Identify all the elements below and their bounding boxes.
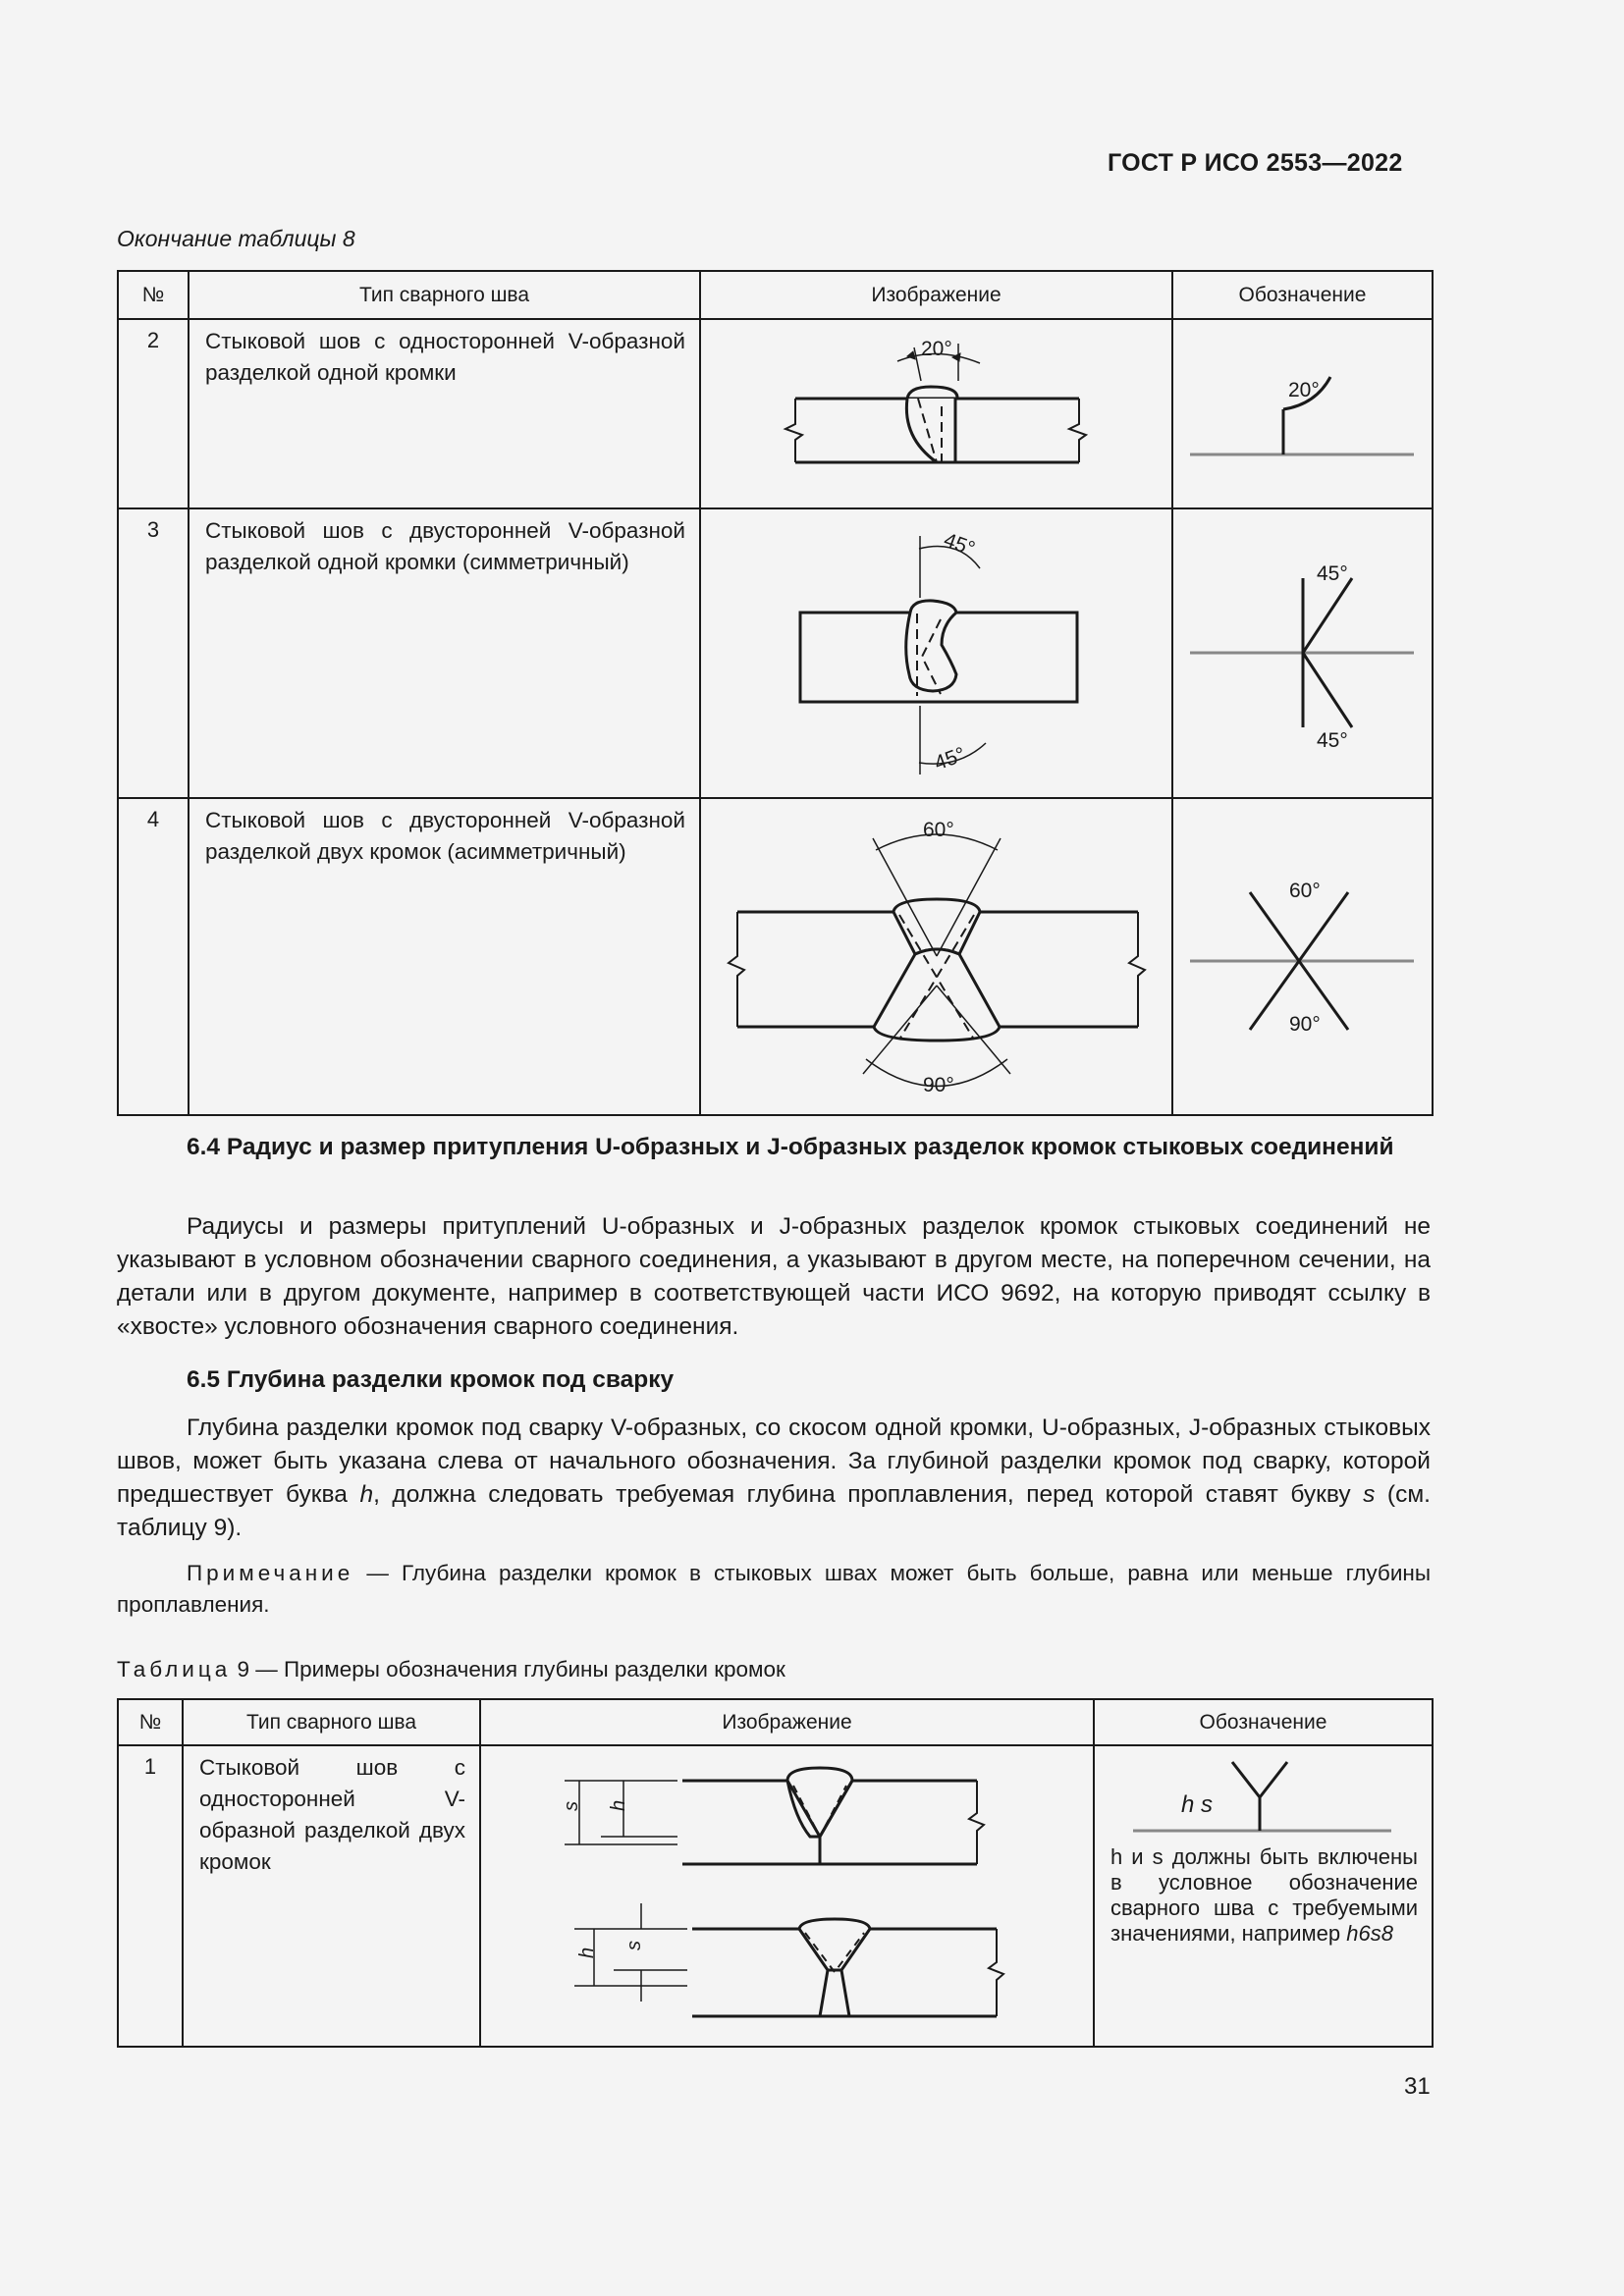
double-v-symbol bbox=[1173, 799, 1434, 1114]
letter-s: s bbox=[1363, 1481, 1376, 1508]
col-symbol-header: Обозначение bbox=[1094, 1699, 1433, 1745]
symbol-note: h и s должны быть включены в условное обозначение сварного шва с требуемыми значениями, например h6s8 bbox=[1110, 1844, 1418, 1946]
angle-label-top: 60° bbox=[923, 819, 954, 841]
symbol-angle-label: 20° bbox=[1288, 379, 1320, 401]
table-row bbox=[118, 508, 1433, 798]
section-6-5-text: Глубина разделки кромок под сварку V-образных, со скосом одной кромки, U-образных, J-образных стыковых швов, может быть указана слева от начального обозначения. За глубиной разделки кромок под сварку, которой предшествует буква h, должна следовать требуемая глубина проплавления, перед которой ставят букву s (см. таблицу 9). bbox=[117, 1415, 1431, 1541]
row-number: 1 bbox=[118, 1745, 183, 2047]
weld-depth-drawing bbox=[481, 1746, 1095, 2046]
note bbox=[117, 1558, 1431, 1621]
table-8 bbox=[117, 270, 1434, 1116]
weld-drawing-single-bevel bbox=[701, 320, 1173, 507]
col-image-header: Изображение bbox=[700, 271, 1172, 319]
letter-h: h bbox=[359, 1481, 374, 1508]
bevel-symbol bbox=[1173, 320, 1434, 507]
table-9 bbox=[117, 1698, 1434, 2048]
weld-symbol bbox=[1094, 1745, 1433, 2047]
col-type-header: Тип сварного шва bbox=[183, 1699, 480, 1745]
col-num-header: № bbox=[118, 271, 189, 319]
weld-type: Стыковой шов с двусторонней V-образной разделкой двух кромок (асимметричный) bbox=[189, 798, 700, 1115]
dim-s-lower: s bbox=[623, 1941, 645, 1950]
dim-s: s bbox=[561, 1801, 582, 1811]
col-type-header: Тип сварного шва bbox=[189, 271, 700, 319]
angle-label-top: 45° bbox=[941, 528, 978, 561]
symbol-angle-bottom: 90° bbox=[1289, 1013, 1321, 1036]
weld-symbol bbox=[1172, 319, 1433, 508]
symbol-angle-top: 45° bbox=[1317, 562, 1348, 585]
dim-h-lower: h bbox=[576, 1947, 598, 1958]
row-number: 2 bbox=[118, 319, 189, 508]
document-id: ГОСТ Р ИСО 2553—2022 bbox=[1108, 149, 1403, 177]
weld-image bbox=[700, 798, 1172, 1115]
depth-symbol bbox=[1095, 1746, 1434, 1844]
weld-image bbox=[700, 319, 1172, 508]
symbol-angle-bottom: 45° bbox=[1317, 729, 1348, 752]
table9-caption: Таблица 9 — Примеры обозначения глубины разделки кромок bbox=[117, 1657, 785, 1682]
row-number: 3 bbox=[118, 508, 189, 798]
weld-drawing-double-v bbox=[701, 799, 1173, 1114]
section-6-4-heading: 6.4 Радиус и размер притупления U-образных и J-образных разделок кромок стыковых соединений bbox=[187, 1134, 1394, 1160]
double-bevel-symbol bbox=[1173, 509, 1434, 797]
weld-image bbox=[480, 1745, 1094, 2047]
table8-caption: Окончание таблицы 8 bbox=[117, 226, 355, 251]
weld-image bbox=[700, 508, 1172, 798]
weld-drawing-double-bevel bbox=[701, 509, 1173, 797]
table-row bbox=[118, 319, 1433, 508]
weld-type: Стыковой шов с односторонней V-образной разделкой одной кромки bbox=[189, 319, 700, 508]
note-example: h6s8 bbox=[1346, 1921, 1393, 1946]
table-row bbox=[118, 798, 1433, 1115]
note-text: — Глубина разделки кромок в стыковых швах может быть больше, равна или меньше глубины проплавления. bbox=[117, 1561, 1431, 1617]
row-number: 4 bbox=[118, 798, 189, 1115]
col-num-header: № bbox=[118, 1699, 183, 1745]
dim-h: h bbox=[608, 1799, 629, 1811]
weld-type: Стыковой шов с односторонней V-образной разделкой двух кромок bbox=[183, 1745, 480, 2047]
table-header-row bbox=[118, 271, 1433, 319]
angle-label: 20° bbox=[921, 338, 952, 360]
note-label: Примечание bbox=[187, 1561, 354, 1585]
section-6-5-heading: 6.5 Глубина разделки кромок под сварку bbox=[187, 1366, 675, 1393]
page-number: 31 bbox=[1404, 2073, 1431, 2100]
col-symbol-header: Обозначение bbox=[1172, 271, 1433, 319]
angle-label-bottom: 45° bbox=[931, 742, 969, 775]
col-image-header: Изображение bbox=[480, 1699, 1094, 1745]
table-row bbox=[118, 1745, 1433, 2047]
table-header-row bbox=[118, 1699, 1433, 1745]
section-6-4-text: Радиусы и размеры притуплений U-образных и J-образных разделок кромок стыковых соединений не указывают в условном обозначении сварного соединения, а указывают в другом месте, на поперечном сечении, на детали или в другом документе, например в соответствующей части ИСО 9692, на которую приводят ссылку в «хвосте» условного обозначения сварного соединения. bbox=[117, 1213, 1431, 1340]
weld-symbol bbox=[1172, 508, 1433, 798]
weld-type: Стыковой шов с двусторонней V-образной разделкой одной кромки (симметричный) bbox=[189, 508, 700, 798]
weld-symbol bbox=[1172, 798, 1433, 1115]
angle-label-bottom: 90° bbox=[923, 1074, 954, 1096]
symbol-angle-top: 60° bbox=[1289, 880, 1321, 902]
symbol-label: h s bbox=[1181, 1791, 1214, 1818]
